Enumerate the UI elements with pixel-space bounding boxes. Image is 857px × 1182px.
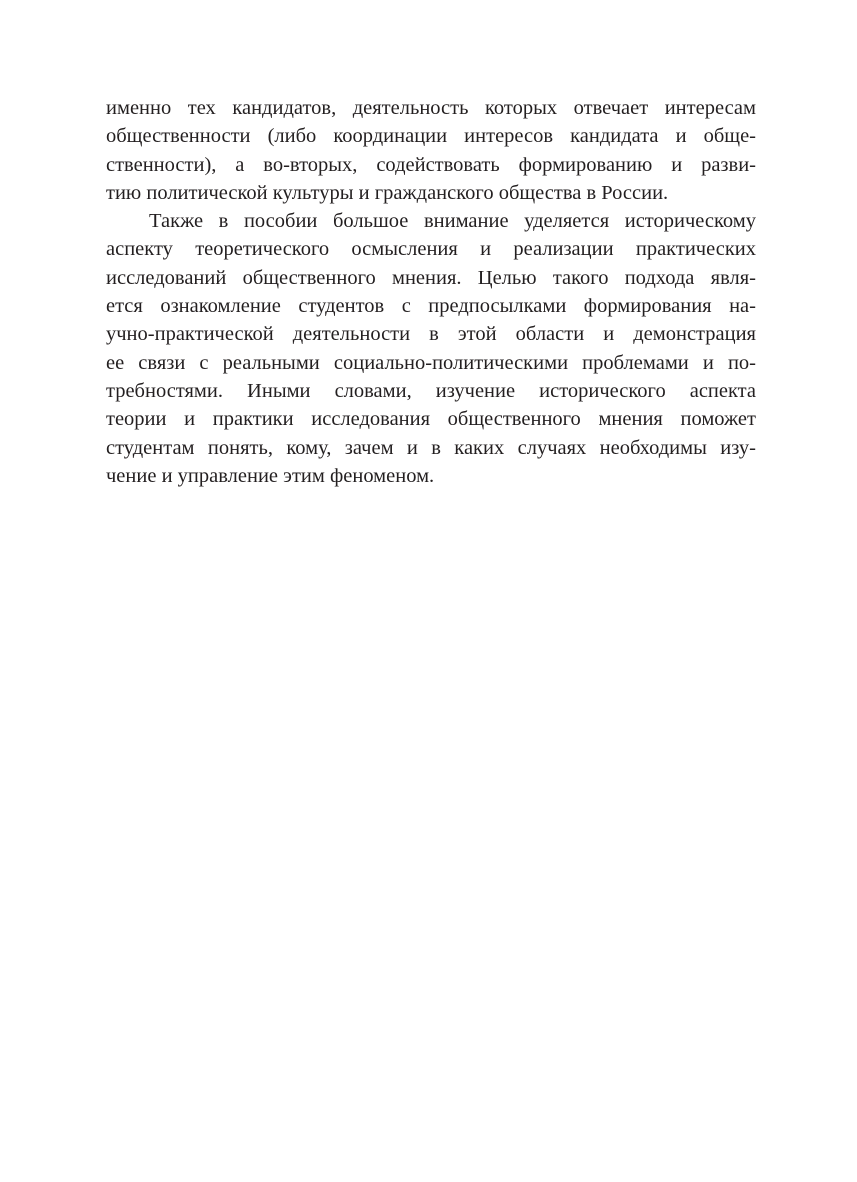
text-line: ее связи с реальными социально-политическими проблемами и по- (106, 351, 756, 374)
text-line: исследований общественного мнения. Целью такого подхода явля- (106, 266, 756, 289)
text-line: именно тех кандидатов, деятельность которых отвечает интересам (106, 97, 756, 119)
paragraph-2 (106, 207, 756, 490)
paragraph-1 (106, 94, 756, 207)
text-line: общественности (либо координации интересов кандидата и обще- (106, 125, 756, 148)
body-text (106, 94, 756, 490)
text-line: тию политической культуры и гражданского общества в России. (106, 181, 669, 204)
text-line: ственности), а во-вторых, содействовать формированию и разви- (106, 153, 756, 176)
text-line: аспекту теоретического осмысления и реализации практических (106, 238, 756, 261)
text-line: учно-практической деятельности в этой области и демонстрация (106, 323, 756, 346)
text-line: теории и практики исследования общественного мнения поможет (106, 408, 756, 431)
text-line: чение и управление этим феноменом. (106, 464, 435, 487)
text-line: Также в пособии большое внимание уделяется историческому (149, 210, 756, 233)
text-line: требностями. Иными словами, изучение исторического аспекта (106, 379, 756, 402)
text-line: ется ознакомление студентов с предпосылками формирования на- (106, 295, 756, 318)
text-line: студентам понять, кому, зачем и в каких случаях необходимы изу- (106, 436, 756, 459)
